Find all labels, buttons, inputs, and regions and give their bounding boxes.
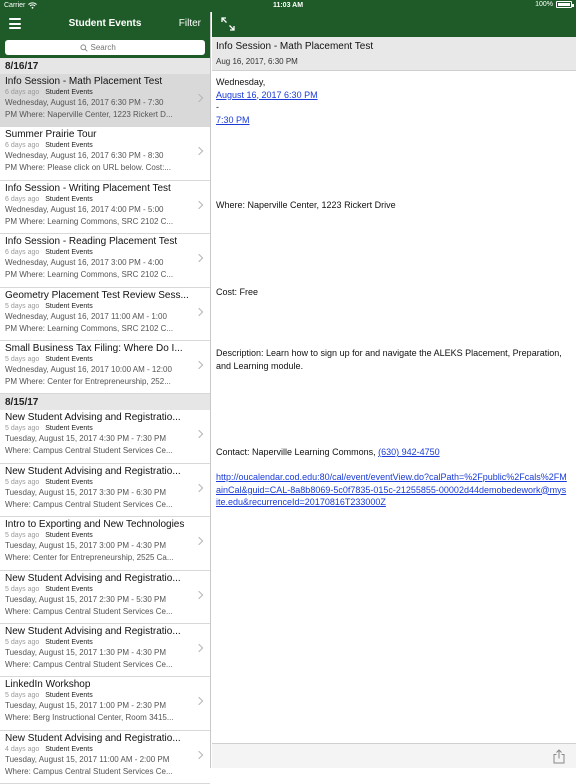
chevron-right-icon [195,483,203,491]
detail-contact [216,446,568,459]
event-datetime-line: Wednesday, August 16, 2017 10:00 AM - 12:00 [5,364,172,374]
battery-percent: 100% [535,1,553,8]
event-category: Student Events [45,425,93,433]
event-meta [5,585,192,594]
battery-group [535,1,572,8]
event-title: Info Session - Reading Placement Test [5,236,178,248]
detail-navbar [212,12,576,37]
event-list-item[interactable] [0,74,210,127]
event-title: New Student Advising and Registratio... [5,625,181,637]
event-list-item[interactable] [0,181,210,234]
event-meta [5,691,192,700]
event-location-line: Where: Campus Central Student Services Ce... [5,446,173,456]
event-category: Student Events [45,585,93,593]
event-datetime-line: Wednesday, August 16, 2017 6:30 PM - 8:30 [5,151,164,161]
detail-description: Description: Learn how to sign up for and navigate the ALEKS Placement, Preparation, and Learning module. [216,348,562,371]
event-url-link[interactable]: http://oucalendar.cod.edu:80/cal/event/eventView.do?calPath=%2Fpublic%2Fcals%2FMainCal&guid=CAL-8a8b8069-5c0f7835-015c-21255855-00002d44demobedework@mysite.edu&recurrenceId=20170816T233000Z [216,472,567,507]
event-meta [5,302,192,311]
chevron-right-icon [195,644,203,652]
detail-datetime-block [216,76,568,126]
chevron-right-icon [195,94,203,102]
detail-body [212,71,576,744]
event-category: Student Events [45,745,93,753]
event-list-item[interactable] [0,410,210,463]
end-time-link[interactable]: 7:30 PM [216,114,250,125]
event-datetime-line: Tuesday, August 15, 2017 3:30 PM - 6:30 PM [5,487,166,497]
event-location-line: Where: Campus Central Student Services Ce... [5,606,173,616]
event-category: Student Events [45,478,93,486]
event-title: LinkedIn Workshop [5,679,91,691]
event-age: 6 days ago [5,89,40,96]
event-list-item[interactable] [0,288,210,341]
event-list-item[interactable] [0,571,210,624]
detail-header [212,37,576,71]
event-datetime-line: Tuesday, August 15, 2017 1:00 PM - 2:30 PM [5,701,166,711]
list-title: Student Events [68,18,142,29]
event-location-line: PM Where: Naperville Center, 1223 Rickert D... [5,110,173,119]
event-datetime-line: Wednesday, August 16, 2017 11:00 AM - 1:00 [5,311,167,321]
event-location-line: PM Where: Learning Commons, SRC 2102 C... [5,216,174,226]
carrier-label: Carrier [4,2,26,9]
chevron-right-icon [195,201,203,209]
event-category: Student Events [45,302,93,310]
event-title: Info Session - Writing Placement Test [5,182,171,194]
event-age: 5 days ago [5,585,40,593]
battery-icon [556,1,572,8]
event-title: New Student Advising and Registratio... [5,732,181,744]
detail-cost: Cost: Free [216,287,259,297]
event-age: 5 days ago [5,302,40,310]
event-category: Student Events [45,532,93,540]
chevron-right-icon [195,147,203,155]
event-list-item[interactable] [0,341,210,394]
event-meta [5,638,192,647]
event-location-line: Where: Campus Central Student Services Ce... [5,766,173,776]
event-meta [5,531,192,540]
event-age: 5 days ago [5,638,40,646]
detail-url-block [216,471,568,509]
event-category: Student Events [45,355,93,363]
chevron-right-icon [195,590,203,598]
status-bar [0,0,576,12]
event-meta [5,141,192,150]
event-category: Student Events [45,638,93,646]
event-list-item[interactable] [0,127,210,180]
detail-where: Where: Naperville Center, 1223 Rickert Drive [216,200,396,210]
detail-date: Aug 16, 2017, 6:30 PM [216,57,298,66]
event-meta [5,355,192,364]
event-meta [5,248,192,257]
event-age: 5 days ago [5,532,40,540]
event-list-item[interactable] [0,677,210,730]
event-datetime-line: Tuesday, August 15, 2017 2:30 PM - 5:30 PM [5,594,166,604]
event-location-line: Where: Center for Entrepreneurship, 2525 Ca... [5,553,174,563]
event-location-line: Where: Campus Central Student Services Ce... [5,659,173,669]
expand-icon[interactable] [221,17,235,31]
event-title: New Student Advising and Registratio... [5,572,181,584]
event-datetime-line: Wednesday, August 16, 2017 3:00 PM - 4:00 [5,258,164,268]
event-location-line: PM Where: Center for Entrepreneurship, 252... [5,376,171,386]
event-age: 6 days ago [5,249,40,257]
event-datetime-line: Tuesday, August 15, 2017 4:30 PM - 7:30 PM [5,434,166,444]
event-meta [5,424,192,433]
event-age: 6 days ago [5,142,40,150]
event-age: 5 days ago [5,692,40,700]
section-header-date: 8/16/17 [0,58,210,74]
event-detail-pane [212,12,576,768]
search-icon [80,44,88,52]
event-age: 5 days ago [5,355,40,363]
event-location-line: PM Where: Please click on URL below. Cost:... [5,163,171,173]
search-bar [0,37,210,58]
chevron-right-icon [195,537,203,545]
event-age: 6 days ago [5,195,40,203]
event-category: Student Events [45,89,93,96]
event-title: Intro to Exporting and New Technologies [5,519,185,531]
event-category: Student Events [45,692,93,700]
chevron-right-icon [195,307,203,315]
event-location-line: PM Where: Learning Commons, SRC 2102 C... [5,323,174,333]
detail-title: Info Session - Math Placement Test [216,41,374,52]
event-location-line: Where: Campus Central Student Services Ce... [5,499,173,509]
contact-phone-link[interactable]: (630) 942-4750 [378,447,440,457]
event-datetime-line: Tuesday, August 15, 2017 3:00 PM - 4:30 PM [5,541,166,551]
event-list-item[interactable] [0,234,210,287]
event-list-pane [0,12,211,776]
event-title: New Student Advising and Registratio... [5,465,181,477]
event-category: Student Events [45,195,93,203]
event-list-item[interactable] [0,731,210,784]
event-list [0,58,210,784]
event-datetime-line: Tuesday, August 15, 2017 1:30 PM - 4:30 PM [5,647,166,657]
event-age: 5 days ago [5,478,40,486]
event-title: Summer Prairie Tour [5,129,97,141]
contact-label: Contact: Naperville Learning Commons, [216,447,379,457]
start-datetime-link[interactable]: August 16, 2017 6:30 PM [216,89,318,100]
event-title: Info Session - Math Placement Test [5,76,163,87]
event-list-item[interactable] [0,624,210,677]
event-meta [5,478,192,487]
section-header-date: 8/15/17 [0,394,210,410]
event-category: Student Events [45,249,93,257]
event-meta [5,745,192,754]
search-field[interactable] [5,40,205,55]
list-navbar [0,12,210,37]
detail-weekday: Wednesday, [216,77,266,87]
chevron-right-icon [195,254,203,262]
bottom-toolbar [212,743,576,768]
chevron-right-icon [195,750,203,758]
chevron-right-icon [195,361,203,369]
event-location-line: Where: Berg Instructional Center, Room 3415... [5,713,174,723]
event-title: New Student Advising and Registratio... [5,412,181,424]
filter-button[interactable]: Filter [178,18,201,29]
event-list-item[interactable] [0,464,210,517]
event-datetime-line: Wednesday, August 16, 2017 4:00 PM - 5:00 [5,204,164,214]
event-category: Student Events [45,142,93,150]
detail-dash: - [216,102,219,112]
share-icon[interactable] [552,749,566,764]
event-list-item[interactable] [0,517,210,570]
event-title: Geometry Placement Test Review Sess... [5,289,189,301]
event-meta [5,88,192,97]
event-meta [5,195,192,204]
search-input[interactable] [91,43,131,52]
event-datetime-line: Tuesday, August 15, 2017 11:00 AM - 2:00 PM [5,754,170,764]
status-time: 11:03 AM [272,2,304,9]
event-age: 5 days ago [5,425,40,433]
chevron-right-icon [195,430,203,438]
event-age: 4 days ago [5,745,40,753]
chevron-right-icon [195,697,203,705]
event-datetime-line: Wednesday, August 16, 2017 6:30 PM - 7:30 [5,98,164,107]
event-location-line: PM Where: Learning Commons, SRC 2102 C... [5,270,174,280]
event-title: Small Business Tax Filing: Where Do I... [5,342,183,354]
